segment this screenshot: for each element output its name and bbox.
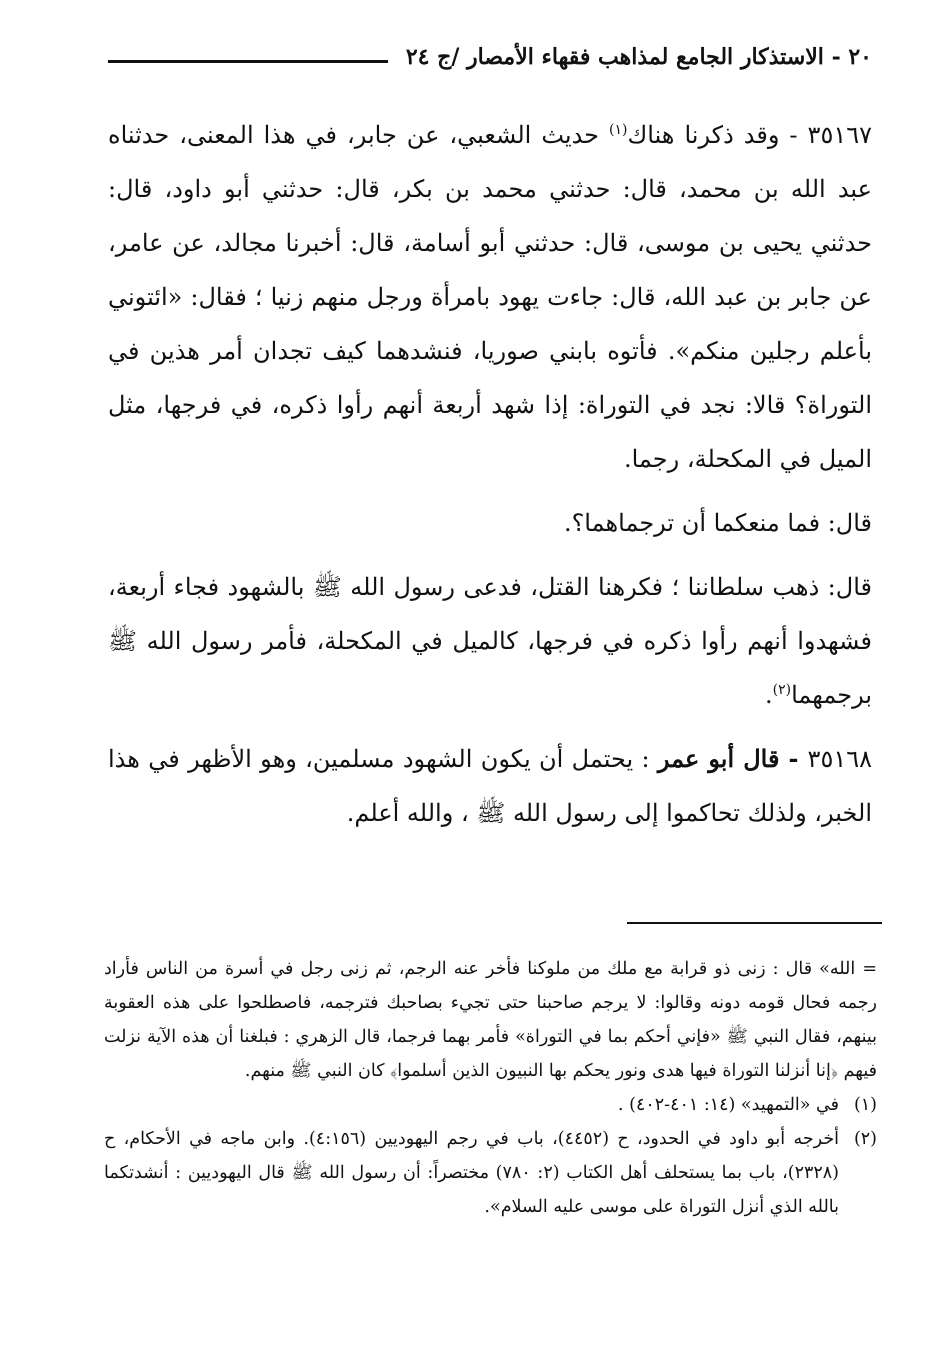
footnote-separator: [627, 922, 882, 924]
paragraph-text-start: - وقد ذكرنا هناك: [627, 121, 798, 149]
footnote-number: (٢): [853, 1129, 877, 1149]
paragraph-text: قال: ذهب سلطاننا ؛ فكرهنا القتل، فدعى رسول الله ﷺ بالشهود فجاء أربعة، فشهدوا أنهم رأوا ذكره في فرجها، كالميل في المكحلة، فأمر رسول الله ﷺ برجمهما: [108, 573, 872, 709]
main-text: [108, 108, 872, 840]
footnotes: [104, 952, 877, 1224]
footnote-text: في «التمهيد» (١٤: ٤٠١-٤٠٢) .: [617, 1095, 839, 1115]
paragraph-number: ٣٥١٦٨: [807, 745, 872, 773]
footnote-2: [104, 1122, 877, 1224]
paragraph-answer: [108, 560, 872, 722]
paragraph-question: قال: فما منعكما أن ترجماهما؟.: [563, 509, 872, 537]
paragraph-text: : يحتمل أن يكون الشهود مسلمين، وهو الأظهر في هذا الخبر، ولذلك تحاكموا إلى رسول الله ﷺ ، والله أعلم.: [108, 745, 872, 827]
footnote-continuation: = الله» قال : زنى ذو قرابة مع ملك من ملوكنا فأخر عنه الرجم، ثم زنى رجل في أسرة من الناس فأراد رجمه فحال قومه دونه وقالوا: لا يرجم صاحبنا حتى تجيء بصاحبك فترجمه، فاصطلحوا على هذه العقوبة بينهم، فقال النبي ﷺ «فإني أحكم بما في التوراة» فأمر بهما فرجما، قال الزهري : فبلغنا أن هذه الآية نزلت فيهم ﴿إنا أنزلنا التوراة فيها هدى ونور يحكم بها النبيون الذين أسلموا﴾ كان النبي ﷺ منهم.: [104, 959, 877, 1081]
paragraph-35167: [108, 108, 872, 486]
paragraph-number: ٣٥١٦٧: [807, 121, 872, 149]
footnote-ref-1: (١): [609, 122, 628, 138]
page-header: [108, 40, 872, 74]
paragraph-35168: [108, 732, 872, 840]
paragraph-text: حديث الشعبي، عن جابر، في هذا المعنى، حدثناه عبد الله بن محمد، قال: حدثني محمد بن بكر، قال: حدثني أبو داود، قال: حدثني يحيى بن موسى، قال: حدثني أبو أسامة، قال: أخبرنا مجالد، عن عامر، عن جابر بن عبد الله، قال: جاءت يهود بامرأة ورجل منهم زنيا ؛ فقال: «ائتوني بأعلم رجلين منكم». فأتوه بابني صوريا، فنشدهما كيف تجدان أمر هذين في التوراة؟ قالا: نجد في التوراة: إذا شهد أربعة أنهم رأوا ذكره، في فرجها، مثل الميل في المكحلة، رجما.: [108, 121, 872, 473]
paragraph-end: .: [765, 681, 773, 709]
footnote-ref-2: (٢): [772, 682, 792, 698]
footnote-number: (١): [853, 1095, 877, 1115]
footnote-1: [104, 1088, 877, 1122]
running-title: ٢٠ - الاستذكار الجامع لمذاهب فقهاء الأمصار /ج ٢٤: [405, 44, 872, 70]
footnote-text: أخرجه أبو داود في الحدود، ح (٤٤٥٢)، باب في رجم اليهوديين (٤:١٥٦). وابن ماجه في الأحكام، ح (٢٣٢٨)، باب بما يستحلف أهل الكتاب (٢: ٧٨٠) مختصراً: أن رسول الله ﷺ قال اليهوديين : أنشدتكما بالله الذي أنزل التوراة على موسى عليه السلام».: [104, 1129, 839, 1217]
header-rule: [108, 60, 388, 63]
speaker-label: - قال أبو عمر: [657, 744, 808, 773]
